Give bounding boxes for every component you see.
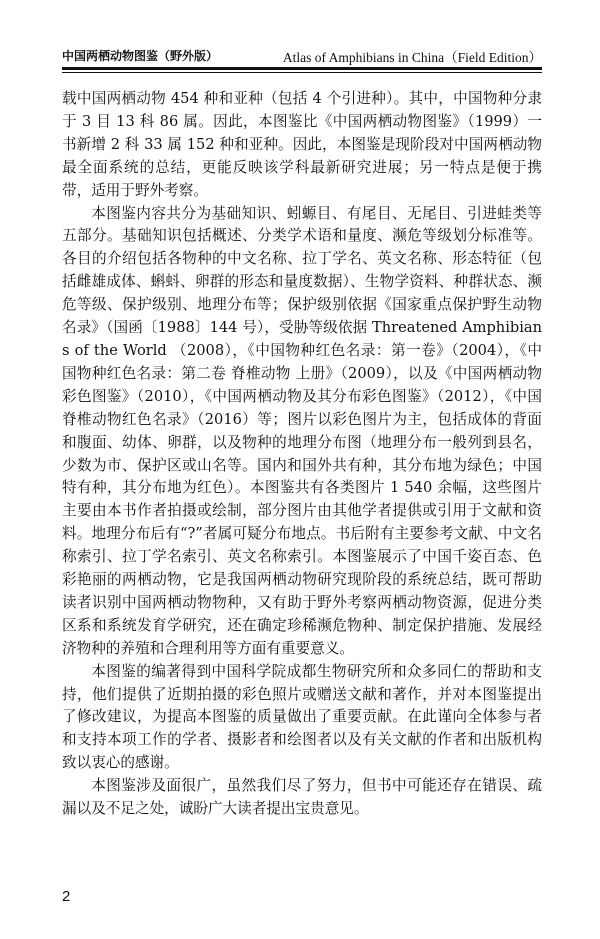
paragraph-1: 载中国两栖动物 454 种和亚种（包括 4 个引进种）。其中，中国物种分隶于 3 目 13 科 86 属。因此，本图鉴比《中国两栖动物图鉴》（1999）一书新增 2 科 33 属 152 种和亚种。因此，本图鉴是现阶段对中国两栖动物最全面系统的总结，更能反映该学科最新研究进展；另一特点是便于携带，适用于野外考察。 [62, 90, 542, 199]
page-number: 2 [62, 888, 71, 905]
paragraph-3: 本图鉴的编著得到中国科学院成都生物研究所和众多同仁的帮助和支持，他们提供了近期拍摄的彩色照片或赠送文献和著作，并对本图鉴提出了修改建议，为提高本图鉴的质量做出了重要贡献。在此谨向全体参与者和支持本项工作的学者、摄影者和绘图者以及有关文献的作者和出版机构致以衷心的感谢。 [62, 662, 542, 772]
header-rule-thin [62, 72, 542, 73]
running-header [62, 40, 542, 68]
paragraph-4: 本图鉴涉及面很广，虽然我们尽了努力，但书中可能还存在错误、疏漏以及不足之处，诚盼广大读者提出宝贵意见。 [62, 777, 542, 818]
header-english-title: Atlas of Amphibians in China（Field Edition） [282, 50, 542, 65]
header-chinese-title: 中国两栖动物图鉴（野外版） [62, 49, 219, 63]
paragraph-2: 本图鉴内容共分为基础知识、蚓螈目、有尾目、无尾目、引进蛙类等五部分。基础知识包括概述、分类学术语和量度、濒危等级划分标准等。各目的介绍包括各物种的中文名称、拉丁学名、英文名称、形态特征（包括雌雄成体、蝌蚪、卵群的形态和量度数据）、生物学资料、种群状态、濒危等级、保护级别、地理分布等；保护级别依据《国家重点保护野生动物名录》（国函〔1988〕144 号），受胁等级依据 Threatened Amphibians of the World （2008），《中国物种红色名录：第一卷》（2004），《中国物种红色名录：第二卷 脊椎动物 上册》（2009），以及《中国两栖动物彩色图鉴》（2010），《中国两栖动物及其分布彩色图鉴》（2012），《中国脊椎动物红色名录》（2016）等；图片以彩色图片为主，包括成体的背面和腹面、幼体、卵群，以及物种的地理分布图（地理分布一般列到县名，少数为市、保护区或山名等。国内和国外共有种，其分布地为绿色；中国特有种，其分布地为红色）。本图鉴共有各类图片 1 540 余幅，这些图片主要由本书作者拍摄或绘制，部分图片由其他学者提供或引用于文献和资料。地理分布后有“?”者属可疑分布地点。书后附有主要参考文献、中文名称索引、拉丁学名索引、英文名称索引。本图鉴展示了中国千姿百态、色彩艳丽的两栖动物，它是我国两栖动物研究现阶段的系统总结，既可帮助读者识别中国两栖动物物种，又有助于野外考察两栖动物资源，促进分类区系和系统发育学研究，还在确定珍稀濒危物种、制定保护措施、发展经济物种的养殖和合理利用等方面有重要意义。 [62, 204, 542, 657]
header-rule-thick [62, 67, 542, 70]
body-text [62, 88, 542, 821]
